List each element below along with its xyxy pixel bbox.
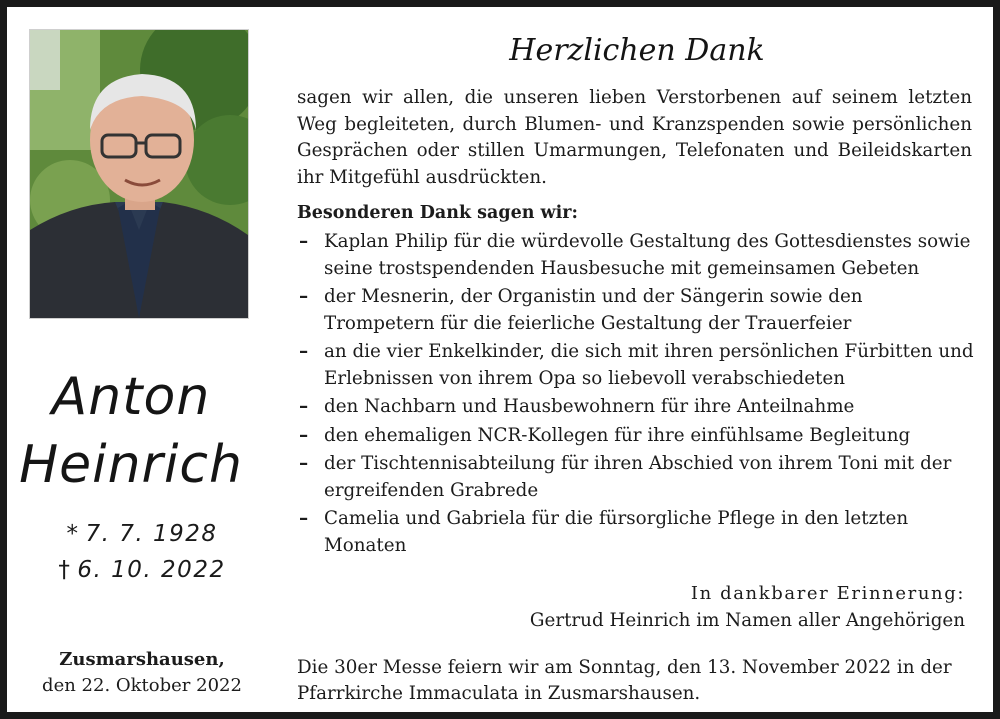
special-thanks-heading: Besonderen Dank sagen wir: [297, 203, 578, 223]
intro-paragraph: sagen wir allen, die unseren lieben Verstorbenen auf seinem letzten Weg begleiteten, durch Blumen- und Kranzspenden sowie persönlichen Gesprächen oder stillen Umarmungen, Telefonaten und Beileidskarten ihr Mitgefühl ausdrückten. [297, 87, 972, 188]
mass-notice: Die 30er Messe feiern wir am Sonntag, den 13. November 2022 in der Pfarrkirche Immaculata in Zusmarshausen. [297, 657, 952, 704]
dash-icon: – [299, 424, 309, 446]
birth-date-line [7, 521, 277, 547]
place-name: Zusmarshausen, [59, 649, 225, 670]
dash-icon: – [299, 396, 309, 417]
portrait-photo [29, 29, 249, 319]
list-item [297, 339, 977, 392]
thanks-list [297, 229, 977, 561]
list-item-text: der Mesnerin, der Organistin und der Sängerin sowie den Trompetern für die feierliche Gestaltung der Trauerfeier [324, 286, 863, 334]
list-item [297, 284, 977, 337]
list-item [297, 451, 977, 504]
portrait-image [30, 30, 248, 318]
dash-icon: – [299, 231, 309, 252]
place-and-date [7, 647, 277, 699]
list-item [297, 394, 977, 421]
birth-date: 7. 7. 1928 [85, 521, 218, 547]
list-item-text: den ehemaligen NCR-Kollegen für ihre einfühlsame Begleitung [324, 424, 911, 446]
list-item-text: Camelia und Gabriela für die fürsorgliche Pflege in den letzten Monaten [324, 508, 909, 556]
dash-icon: – [299, 508, 309, 529]
last-name: Heinrich [19, 435, 243, 495]
list-item-text: der Tischtennisabteilung für ihren Abschied von ihrem Toni mit der ergreifenden Grabrede [324, 453, 952, 501]
list-item [297, 506, 977, 559]
closing-line: In dankbarer Erinnerung: [690, 583, 965, 604]
list-item-text: den Nachbarn und Hausbewohnern für ihre Anteilnahme [324, 396, 855, 417]
first-name: Anton [51, 367, 211, 427]
list-item-text: an die vier Enkelkinder, die sich mit ihren persönlichen Fürbitten und Erlebnissen von ihrem Opa so liebevoll verabschiedeten [324, 341, 974, 389]
publication-date: den 22. Oktober 2022 [42, 675, 242, 696]
cross-icon: † [58, 557, 72, 583]
heading: Herzlichen Dank [509, 33, 765, 68]
signature-line: Gertrud Heinrich im Namen aller Angehörigen [529, 610, 965, 631]
star-icon: * [66, 521, 80, 547]
list-item [297, 423, 977, 450]
death-date: 6. 10. 2022 [77, 557, 226, 583]
death-date-line [7, 557, 277, 583]
list-item [297, 229, 977, 282]
dash-icon: – [299, 286, 309, 307]
dash-icon: – [299, 341, 309, 362]
list-item-text: Kaplan Philip für die würdevolle Gestaltung des Gottesdienstes sowie seine trostspendenden Hausbesuche mit gemeinsamen Gebeten [324, 231, 971, 279]
dash-icon: – [299, 453, 309, 474]
